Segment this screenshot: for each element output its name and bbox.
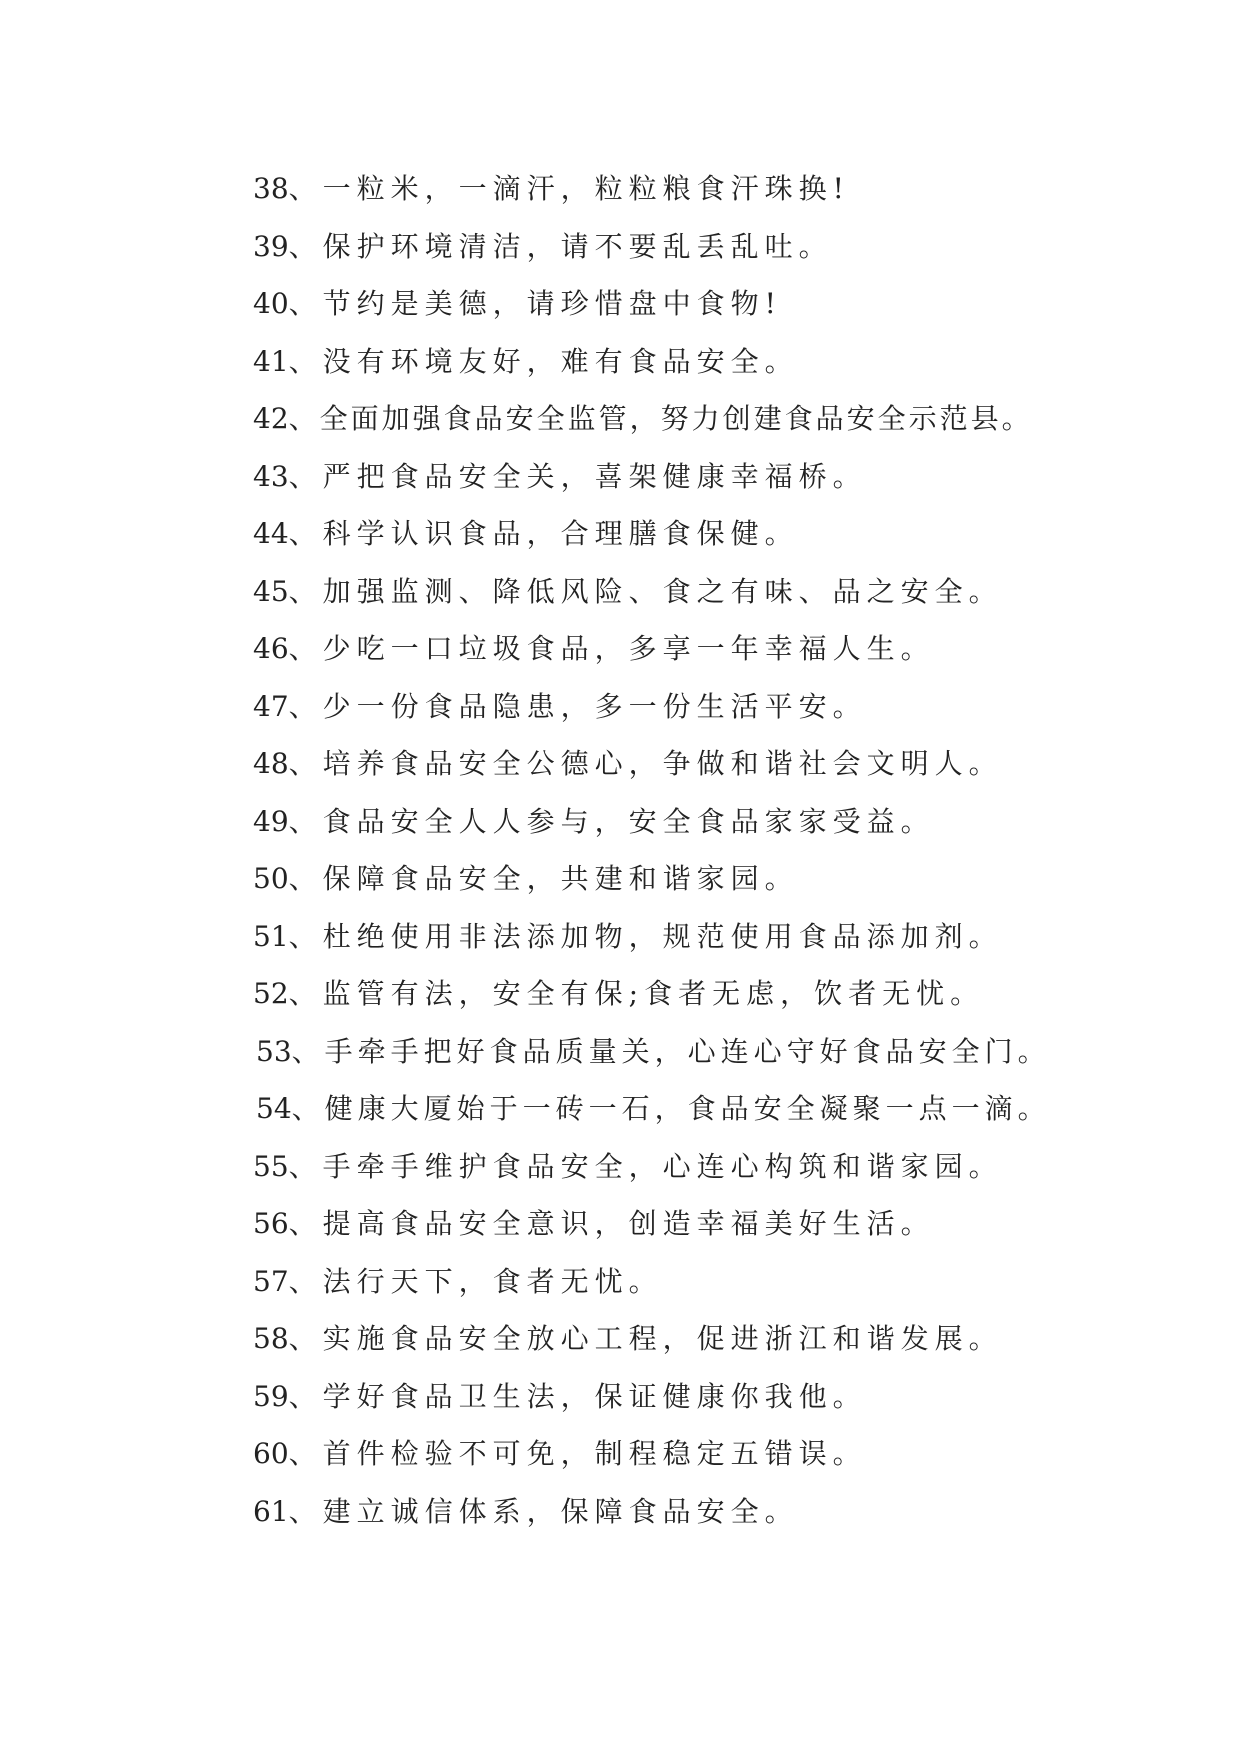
- item-text: 、节约是美德，请珍惜盘中食物!: [288, 287, 782, 320]
- list-item: [253, 448, 1051, 506]
- item-text: 、杜绝使用非法添加物，规范使用食品添加剂。: [288, 919, 1003, 953]
- item-number: 46: [253, 632, 289, 665]
- item-number: 42: [253, 402, 289, 435]
- item-text: 、监管有法，安全有保;食者无虑，饮者无忧。: [288, 977, 985, 1010]
- list-item: [253, 620, 1051, 678]
- list-item: [253, 505, 1051, 563]
- item-number: 52: [253, 977, 289, 1010]
- list-item: [253, 333, 1051, 391]
- item-number: 59: [253, 1379, 289, 1413]
- item-number: 39: [253, 229, 289, 263]
- item-text: 、全面加强食品安全监管，努力创建食品安全示范县。: [288, 402, 1033, 435]
- list-item: [253, 1483, 1051, 1541]
- item-number: 53: [256, 1034, 292, 1068]
- list-item: [253, 1023, 1051, 1081]
- item-text: 、保障食品安全，共建和谐家园。: [288, 862, 799, 895]
- item-number: 44: [253, 517, 289, 550]
- slogan-list: [253, 160, 1051, 1540]
- item-text: 、保护环境清洁，请不要乱丢乱吐。: [288, 229, 833, 263]
- list-item: [253, 1425, 1051, 1483]
- item-number: 58: [253, 1322, 289, 1355]
- item-text: 、科学认识食品，合理膳食保健。: [288, 517, 799, 550]
- list-item: [253, 965, 1051, 1023]
- item-text: 、一粒米，一滴汗，粒粒粮食汗珠换!: [288, 172, 850, 205]
- list-item: [253, 275, 1051, 333]
- item-number: 56: [253, 1207, 289, 1240]
- list-item: [253, 563, 1051, 621]
- item-text: 、加强监测、降低风险、食之有味、品之安全。: [288, 574, 1003, 608]
- list-item: [253, 908, 1051, 966]
- item-number: 49: [253, 804, 289, 838]
- item-text: 、实施食品安全放心工程，促进浙江和谐发展。: [288, 1322, 1003, 1355]
- list-item: [253, 793, 1051, 851]
- list-item: [253, 390, 1051, 448]
- item-text: 、食品安全人人参与，安全食品家家受益。: [288, 804, 935, 838]
- item-number: 57: [253, 1264, 289, 1298]
- item-number: 48: [253, 747, 289, 780]
- item-text: 、建立诚信体系，保障食品安全。: [288, 1494, 799, 1528]
- list-item: [253, 218, 1051, 276]
- item-number: 61: [253, 1494, 289, 1528]
- item-text: 、学好食品卫生法，保证健康你我他。: [288, 1379, 867, 1413]
- item-number: 54: [256, 1092, 292, 1125]
- item-number: 50: [253, 862, 289, 895]
- item-text: 、严把食品安全关，喜架健康幸福桥。: [288, 459, 867, 493]
- item-text: 、法行天下，食者无忧。: [288, 1264, 663, 1298]
- item-number: 47: [253, 689, 289, 723]
- list-item: [253, 1080, 1051, 1138]
- item-number: 55: [253, 1149, 289, 1183]
- list-item: [253, 678, 1051, 736]
- list-item: [253, 735, 1051, 793]
- item-text: 、少一份食品隐患，多一份生活平安。: [288, 689, 867, 723]
- item-number: 41: [253, 344, 289, 378]
- item-text: 、提高食品安全意识，创造幸福美好生活。: [288, 1207, 935, 1240]
- item-text: 、手牵手维护食品安全，心连心构筑和谐家园。: [288, 1149, 1003, 1183]
- item-number: 45: [253, 574, 289, 608]
- item-text: 、健康大厦始于一砖一石，食品安全凝聚一点一滴。: [291, 1092, 1051, 1125]
- list-item: [253, 1253, 1051, 1311]
- list-item: [253, 1368, 1051, 1426]
- item-text: 、手牵手把好食品质量关，心连心守好食品安全门。: [291, 1034, 1051, 1068]
- item-text: 、首件检验不可免，制程稳定五错误。: [288, 1437, 867, 1470]
- item-number: 60: [253, 1437, 289, 1470]
- item-number: 51: [253, 919, 289, 953]
- list-item: [253, 160, 1051, 218]
- item-text: 、没有环境友好，难有食品安全。: [288, 344, 799, 378]
- list-item: [253, 1310, 1051, 1368]
- item-text: 、少吃一口垃圾食品，多享一年幸福人生。: [288, 632, 935, 665]
- list-item: [253, 1138, 1051, 1196]
- list-item: [253, 850, 1051, 908]
- item-number: 40: [253, 287, 289, 320]
- list-item: [253, 1195, 1051, 1253]
- item-number: 43: [253, 459, 289, 493]
- item-number: 38: [253, 172, 289, 205]
- item-text: 、培养食品安全公德心，争做和谐社会文明人。: [288, 747, 1003, 780]
